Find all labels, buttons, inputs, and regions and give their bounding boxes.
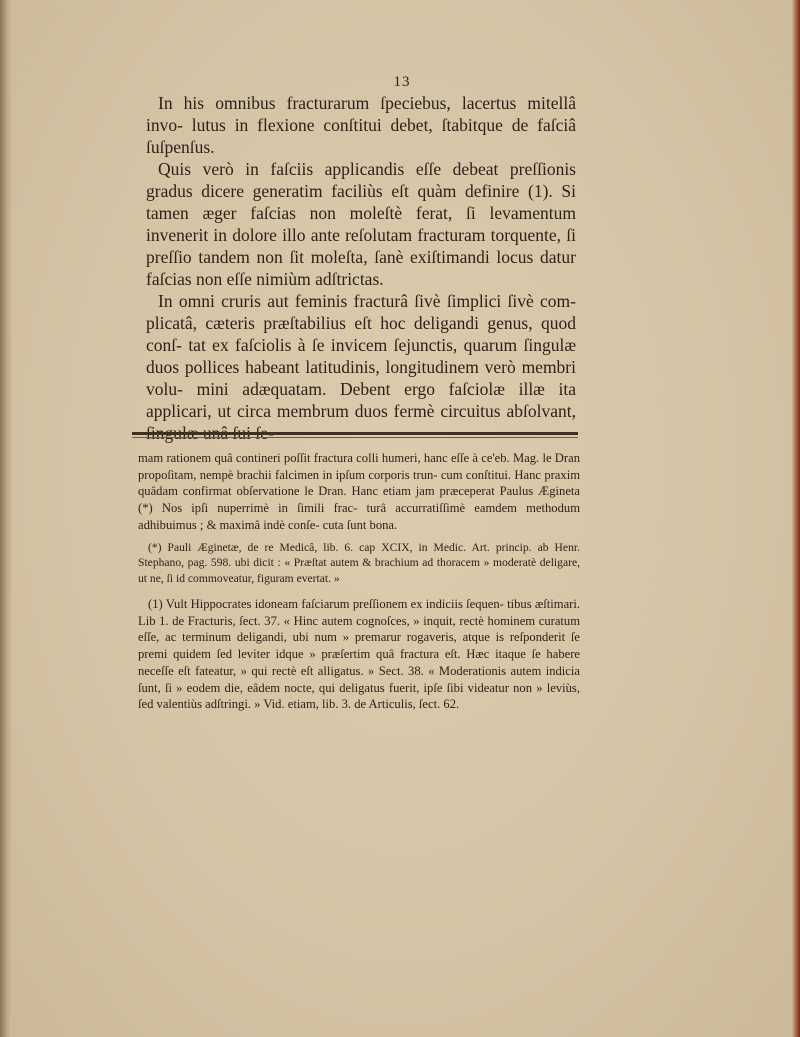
footnote-rule-thin xyxy=(132,437,578,438)
book-page xyxy=(12,0,792,1037)
footnotes xyxy=(138,450,580,713)
main-paragraph-2: Quis verò in faſciis applicandis eſſe debeat preſſionis gradus dicere generatim faciliùs eſt quàm definire (1). Si tamen æger faſcias non moleſtè ferat, ſi levamentum invenerit in dolore illo ante reſolutam fracturam torquente, ſi preſſio tandem non ſit moleſta, ſanè exiſtimandi locus datur faſcias non eſſe nimiùm adſtrictas. xyxy=(146,159,576,289)
book-edge-right xyxy=(792,0,800,1037)
footnote-continuation: mam rationem quâ contineri poſſit fractura colli humeri, hanc eſſe à ce'eb. Mag. le Dran propoſitam, nempè brachii falcimen in ipſum corporis trun- cum conſtitui. Hanc praxim quâdam confirmat obſervatione le Dran. Hanc etiam jam præceperat Paulus Ægineta (*) Nos ipſi nuperrimè in ſimili frac- turâ accurratiſſimè eamdem methodum adhibuimus ; & maximâ indè conſe- cuta ſunt bona. xyxy=(138,451,580,532)
main-text xyxy=(146,92,576,444)
book-edge-left xyxy=(0,0,12,1037)
main-paragraph-1: In his omnibus fracturarum ſpeciebus, lacertus mitellâ invo- lutus in flexione conſtitui debet, ſtabitque de faſciâ ſuſpenſus. xyxy=(146,93,576,157)
footnote-rule-thick xyxy=(132,432,578,435)
page-number: 13 xyxy=(393,74,411,90)
main-paragraph-3: In omni cruris aut feminis fracturâ ſivè ſimplici ſivè com- plicatâ, cæteris præſtabilius eſt hoc deligandi genus, quod conſ- tat ex faſciolis à ſe invicem ſejunctis, quarum ſingulæ duos pollices habeant latitudinis, longitudinem verò membri volu- mini adæquatam. Debent ergo faſciolæ illæ ita applicari, ut circa membrum duos fermè circuitus abſolvant, ſingulæ unâ ſui ſe- xyxy=(146,291,576,443)
footnote-1: (1) Vult Hippocrates idoneam faſciarum preſſionem ex indiciis ſequen- tibus æſtimari. Lib 1. de Fracturis, ſect. 37. « Hinc autem cognoſces, » inquit, rectè hominem curatum eſſe, ac terminum deligandi, ubi num » premarur rogaveris, atque is reſponderit ſe premi quidem ſed leviter idque » præſertim quâ fractura eſt. Hæc itaque ſe habere neceſſe eſt fateatur, » qui rectè eſt alligatus. » Sect. 38. « Moderationis autem indicia ſunt, ſi » eodem die, eâdem nocte, qui deligatus fuerit, ipſe ſibi videatur non » leviùs, ſed valentiùs adſtringi. » Vid. etiam, lib. 3. de Articulis, ſect. 62. xyxy=(138,597,580,712)
footnote-star: (*) Pauli Æginetæ, de re Medicâ, lib. 6. cap XCIX, in Medic. Art. princip. ab Henr. Stephano, pag. 598. ubi dicit : « Præſtat autem & brachium ad thoracem » moderatè deligare, ut ne, ſi id commoveatur, figuram evertat. » xyxy=(138,540,580,585)
